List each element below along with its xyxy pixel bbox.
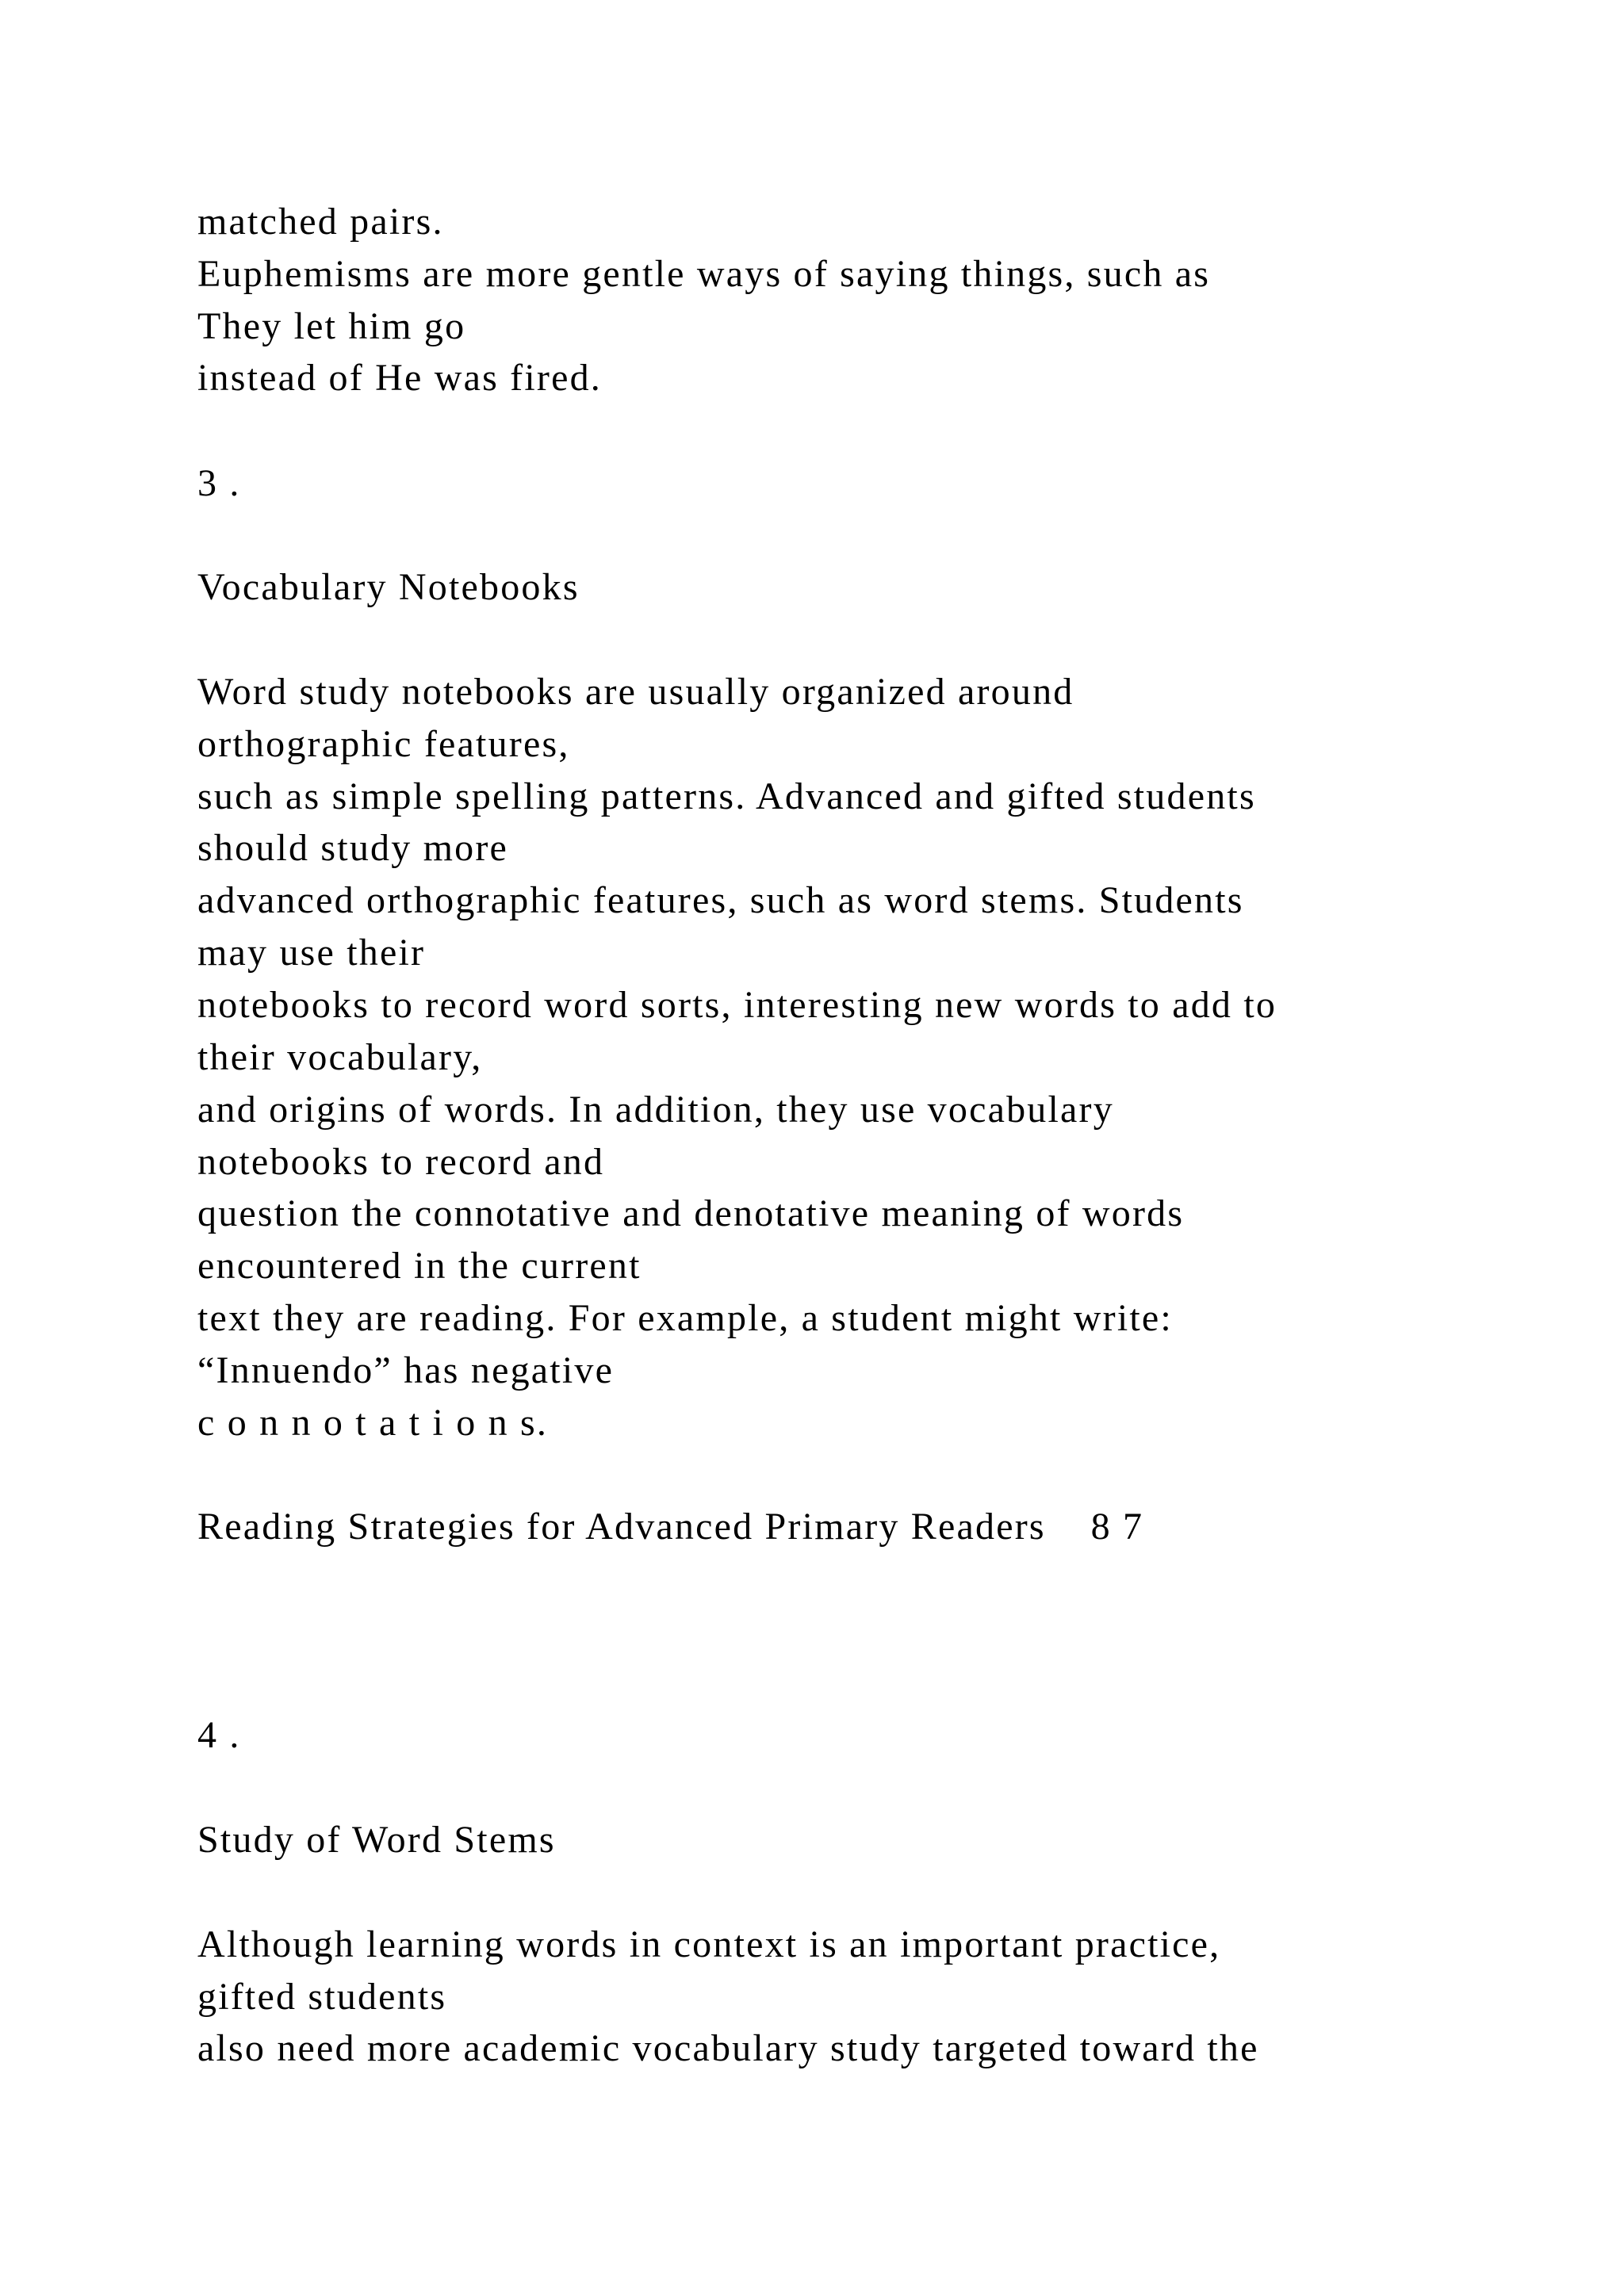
text-line: may use their <box>197 932 426 974</box>
text-line: notebooks to record word sorts, interesting new words to add to <box>197 984 1277 1026</box>
section-number: 3 . <box>197 462 241 504</box>
text-line: Although learning words in context is an important practice, <box>197 1923 1221 1965</box>
text-line: orthographic features, <box>197 723 570 765</box>
text-line: Euphemisms are more gentle ways of saying things, such as <box>197 253 1211 295</box>
text-line: gifted students <box>197 1976 447 2018</box>
running-footer: Reading Strategies for Advanced Primary Readers 8 7 <box>197 1506 1144 1548</box>
text-line: matched pairs. <box>197 201 444 243</box>
text-line: their vocabulary, <box>197 1036 483 1078</box>
text-line: should study more <box>197 827 509 869</box>
text-line: c o n n o t a t i o n s. <box>197 1402 549 1444</box>
section-heading: Study of Word Stems <box>197 1819 556 1861</box>
text-line: advanced orthographic features, such as word stems. Students <box>197 879 1244 921</box>
text-line: text they are reading. For example, a student might write: <box>197 1297 1173 1339</box>
text-line: also need more academic vocabulary study targeted toward the <box>197 2027 1259 2069</box>
text-line: Word study notebooks are usually organized around <box>197 671 1074 713</box>
section-heading: Vocabulary Notebooks <box>197 566 580 608</box>
text-line: instead of He was fired. <box>197 357 602 399</box>
text-line: encountered in the current <box>197 1245 642 1287</box>
text-line: They let him go <box>197 305 466 347</box>
section-number: 4 . <box>197 1714 241 1756</box>
text-line: “Innuendo” has negative <box>197 1349 615 1391</box>
text-line: question the connotative and denotative meaning of words <box>197 1192 1185 1234</box>
text-line: and origins of words. In addition, they use vocabulary <box>197 1089 1114 1131</box>
text-line: such as simple spelling patterns. Advanced and gifted students <box>197 775 1256 817</box>
text-line: notebooks to record and <box>197 1141 605 1183</box>
